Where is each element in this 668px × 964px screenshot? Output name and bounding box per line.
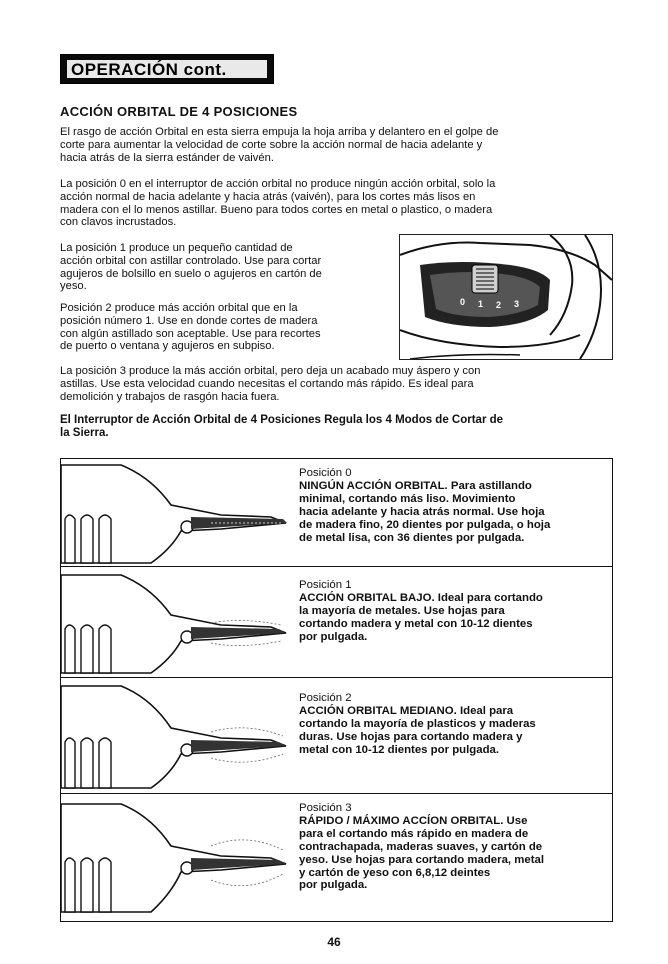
position-2-paragraph: Posición 2 produce más acción orbital que en la posición número 1. Use en donde cortes de madera con algún astillado son aceptable. Use para recortes de puerto o ventana y agujeros en subpiso. [60, 302, 321, 353]
intro-paragraph: El rasgo de acción Orbital en esta sierra empuja la hoja arriba y delantero en el golpe de corte para aumentar la velocidad de corte sobre la acción normal de hacia adelante y hacia atrás de la sierra estánder de vaivén. [60, 126, 499, 164]
saw-illustration [61, 567, 297, 677]
section-banner [60, 54, 274, 84]
section-title: ACCIÓN ORBITAL DE 4 POSICIONES [60, 104, 298, 119]
orbital-switch-figure [399, 234, 613, 360]
position-title: Posición 2 [299, 692, 352, 704]
banner-label: OPERACIÓN cont. [67, 60, 267, 78]
dial-label-2: 2 [496, 300, 502, 310]
position-row [61, 794, 612, 920]
position-2-description: Posición 2 ACCIÓN ORBITAL MEDIANO. Ideal para cortando la mayoría de plasticos y maderas duras. Use hojas para cortando madera y metal con 10-12 dientes por pulgada. [299, 692, 536, 756]
position-3-description: Posición 3 RÁPIDO / MÁXIMO ACCÍON ORBITAL. Use para el cortando más rápido en madera de contrachapada, maderas suaves, y cartón de yeso. Use hojas para cortando madera, metal y cartón de yeso con 6,8,12 deintes por pulgada. [299, 802, 544, 892]
positions-table [60, 458, 613, 922]
dial-label-1: 1 [478, 299, 484, 309]
position-3-paragraph: La posición 3 produce la más acción orbital, pero deja un acabado muy áspero y con astillas. Use esta velocidad cuando necesitas el cortando más rápido. Es ideal para demolición y trabajos de rasgón hacia fuera. [60, 365, 481, 403]
position-row [61, 567, 612, 678]
switch-note: El Interruptor de Acción Orbital de 4 Posiciones Regula los 4 Modos de Cortar de la Sierra. [60, 414, 504, 439]
position-row [61, 459, 612, 567]
saw-illustration [61, 678, 297, 793]
position-1-description: Posición 1 ACCIÓN ORBITAL BAJO. Ideal para cortando la mayoría de metales. Use hojas para cortando madera y metal con 10-12 dientes por pulgada. [299, 579, 543, 643]
position-0-description: Posición 0 NINGÚN ACCIÓN ORBITAL. Para astillando minimal, cortando más liso. Movimiento hacia adelante y hacia atrás normal. Use hoja de madera fino, 20 dientes por pulgada, o hoja de metal lisa, con 36 dientes por pulgada. [299, 467, 551, 544]
switch-illustration [400, 235, 612, 359]
page-number: 46 [327, 935, 341, 949]
dial-label-0: 0 [460, 297, 466, 307]
position-title: Posición 0 [299, 467, 352, 479]
dial-label-3: 3 [514, 299, 520, 309]
saw-illustration [61, 459, 297, 566]
position-0-paragraph: La posición 0 en el interruptor de acción orbital no produce ningún acción orbital, solo la acción normal de hacia adelante y hacia atrás (vaivén), para los cortes más lisos en madera con el lo menos astillar. Bueno para todos cortes en metal o plastico, o madera con clavos incrustados. [60, 178, 496, 229]
position-1-paragraph: La posición 1 produce un pequeño cantidad de acción orbital con astillar controlado. Use para cortar agujeros de bolsillo en suelo o agujeros en cartón de yeso. [60, 242, 322, 293]
saw-illustration [61, 794, 297, 920]
position-row [61, 678, 612, 794]
position-title: Posición 1 [299, 579, 352, 591]
position-title: Posición 3 [299, 802, 352, 814]
